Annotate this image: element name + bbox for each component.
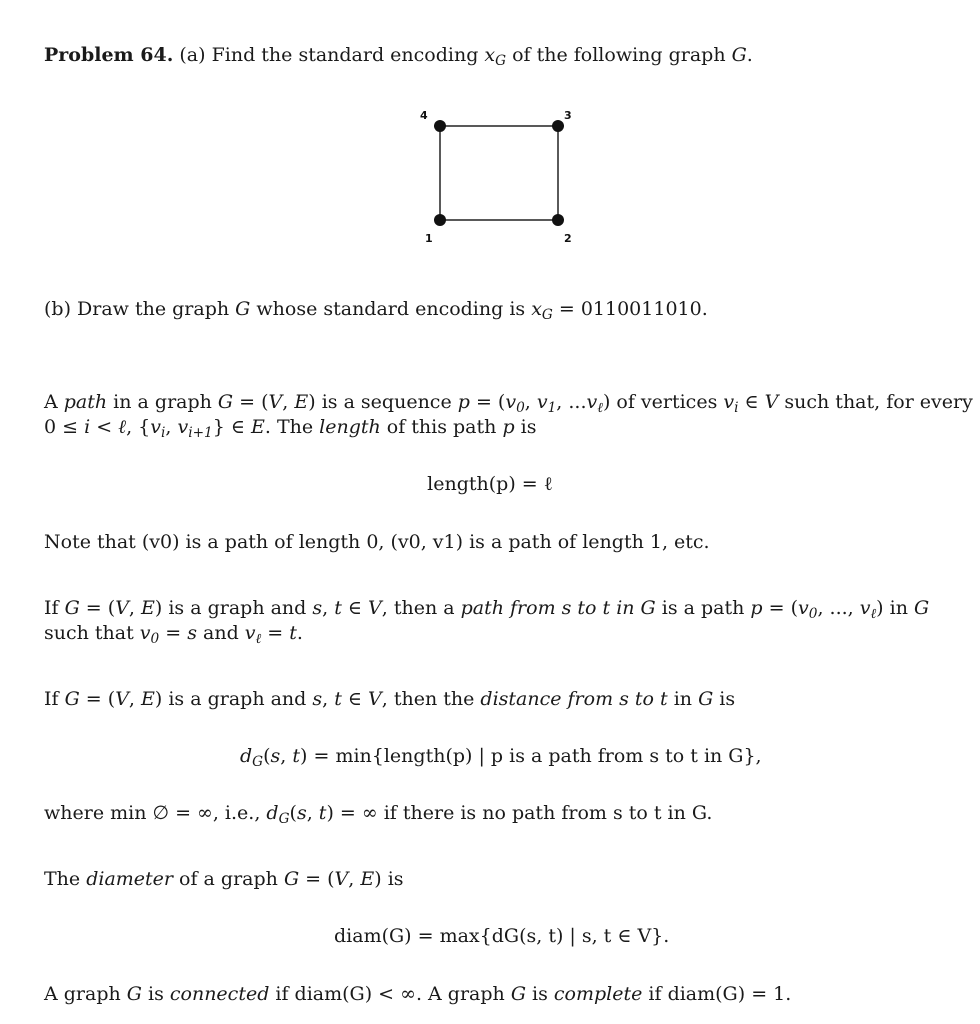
vertex-1 [434,214,446,226]
vertex-label-2: 2 [564,232,572,245]
problem-statement-b: (b) Draw the graph G whose standard encoding is $x_G = 0110011010$. [44,298,708,324]
path-definition-line1: A path in a graph G = (V, E) is a sequence $p = (v_0$, $v_1$, $...v_\ell$) of vertices $v_i$ ∈ V such that, for every [44,391,973,417]
vertex-label-4: 4 [420,109,428,122]
connected-complete-definition: A graph G is connected if diam(G) < ∞. A graph G is complete if diam(G) = 1. [44,983,792,1005]
path-definition-line2: 0 ≤ i < ℓ, {$v_i$, $v_{i+1}$} ∈ E. The length of this path p is [44,416,537,442]
vertex-3 [552,120,564,132]
vertex-4 [434,120,446,132]
note-text: Note that (v0) is a path of length 0, (v0, v1) is a path of length 1, etc. [44,531,710,553]
square-graph [400,98,600,258]
distance-definition: If G = (V, E) is a graph and s, t ∈ V, then the distance from s to t in G is [44,688,736,710]
diameter-formula: diam(G) = max{dG(s, t) | s, t ∈ V}. [334,925,670,947]
diameter-definition: The diameter of a graph G = (V, E) is [44,868,404,890]
problem-statement-a: Problem 64. (a) Find the standard encoding $x_G$ of the following graph G. [44,44,753,70]
path-from-line1: If G = (V, E) is a graph and s, t ∈ V, then a path from s to t in G is a path $p = (v_0$, ..., $v_\ell$) in G [44,597,930,623]
length-formula: length(p) = ℓ [427,473,553,495]
vertex-2 [552,214,564,226]
path-from-line2: such that $v_0 = s$ and $v_\ell = t$. [44,622,303,648]
vertex-label-3: 3 [564,109,572,122]
problem-label: Problem 64. [44,44,174,66]
encoding-value: 0110011010 [580,298,702,320]
distance-where: where min ∅ = ∞, i.e., $d_G(s$, t) = ∞ if there is no path from s to t in G. [44,802,713,828]
vertex-label-1: 1 [425,232,433,245]
distance-formula: $d_G(s$, t) = min{length(p) | p is a path from s to t in G}, [240,745,762,771]
